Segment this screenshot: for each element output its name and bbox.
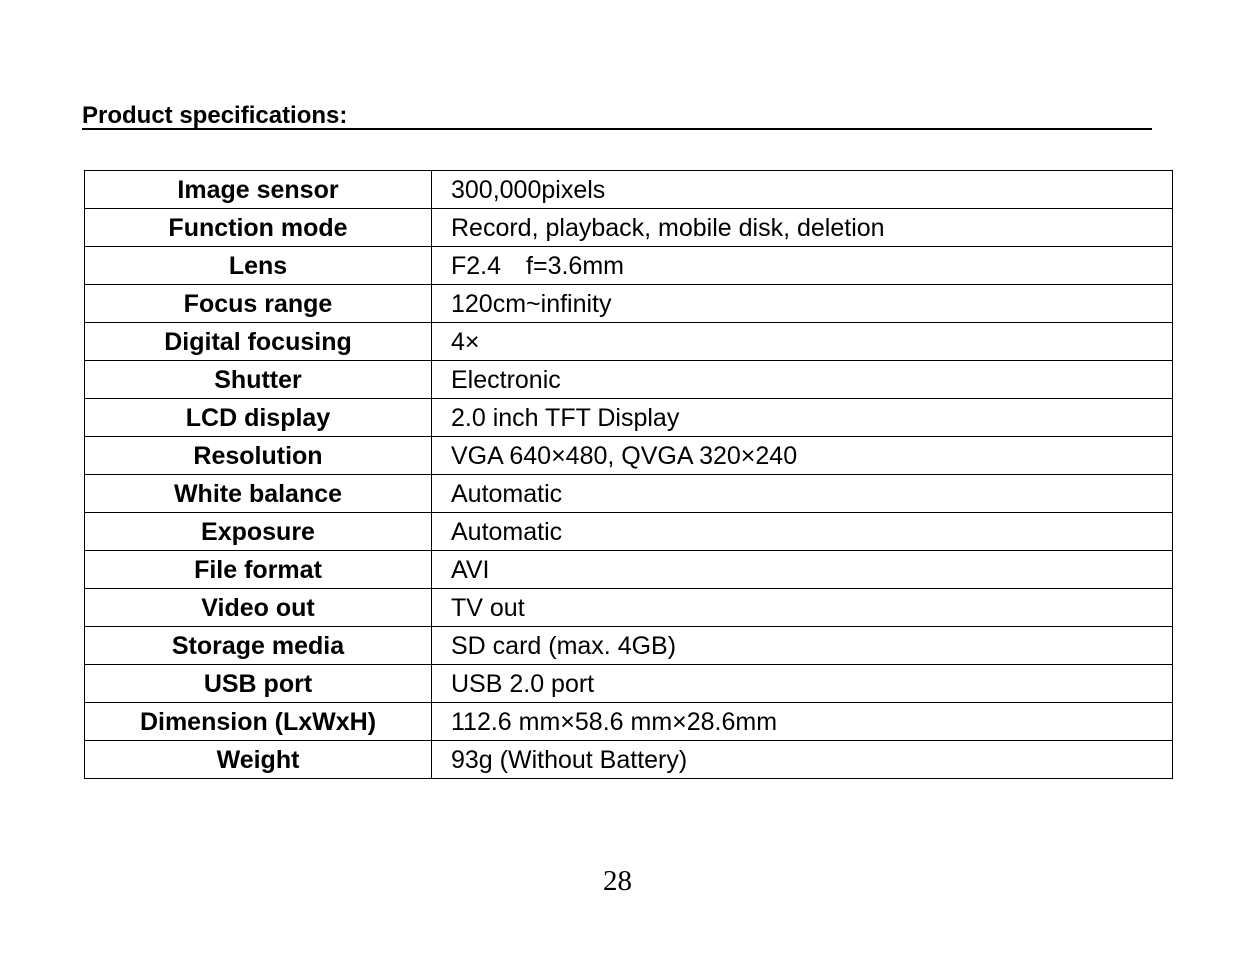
table-row bbox=[85, 285, 1173, 323]
table-row bbox=[85, 323, 1173, 361]
spec-value: AVI bbox=[432, 551, 1173, 589]
spec-label: USB port bbox=[85, 665, 432, 703]
table-row bbox=[85, 437, 1173, 475]
table-row bbox=[85, 703, 1173, 741]
table-row bbox=[85, 399, 1173, 437]
table-row bbox=[85, 513, 1173, 551]
spec-value: Automatic bbox=[432, 513, 1173, 551]
spec-value: TV out bbox=[432, 589, 1173, 627]
spec-value: SD card (max. 4GB) bbox=[432, 627, 1173, 665]
table-row bbox=[85, 247, 1173, 285]
table-row bbox=[85, 209, 1173, 247]
spec-label: Digital focusing bbox=[85, 323, 432, 361]
table-row bbox=[85, 551, 1173, 589]
table-row bbox=[85, 627, 1173, 665]
page-number: 28 bbox=[603, 865, 632, 897]
spec-value: 4× bbox=[432, 323, 1173, 361]
spec-value: Record, playback, mobile disk, deletion bbox=[432, 209, 1173, 247]
table-row bbox=[85, 361, 1173, 399]
spec-label: Weight bbox=[85, 741, 432, 779]
spec-value: 120cm~infinity bbox=[432, 285, 1173, 323]
spec-label: LCD display bbox=[85, 399, 432, 437]
spec-label: Video out bbox=[85, 589, 432, 627]
section-heading: Product specifications: bbox=[82, 102, 348, 129]
spec-label: Dimension (LxWxH) bbox=[85, 703, 432, 741]
table-row bbox=[85, 589, 1173, 627]
table-row bbox=[85, 475, 1173, 513]
spec-value: F2.4 f=3.6mm bbox=[432, 247, 1173, 285]
spec-label: Shutter bbox=[85, 361, 432, 399]
spec-label: Exposure bbox=[85, 513, 432, 551]
table-row bbox=[85, 665, 1173, 703]
spec-label: Resolution bbox=[85, 437, 432, 475]
spec-label: White balance bbox=[85, 475, 432, 513]
specifications-table bbox=[84, 170, 1173, 779]
spec-value: 93g (Without Battery) bbox=[432, 741, 1173, 779]
spec-value: Electronic bbox=[432, 361, 1173, 399]
spec-label: File format bbox=[85, 551, 432, 589]
heading-underline bbox=[82, 102, 1152, 130]
spec-value: 112.6 mm×58.6 mm×28.6mm bbox=[432, 703, 1173, 741]
spec-label: Image sensor bbox=[85, 171, 432, 209]
spec-label: Lens bbox=[85, 247, 432, 285]
spec-value: 300,000pixels bbox=[432, 171, 1173, 209]
spec-value: VGA 640×480, QVGA 320×240 bbox=[432, 437, 1173, 475]
table-row bbox=[85, 171, 1173, 209]
table-row bbox=[85, 741, 1173, 779]
spec-label: Function mode bbox=[85, 209, 432, 247]
spec-value: USB 2.0 port bbox=[432, 665, 1173, 703]
spec-label: Focus range bbox=[85, 285, 432, 323]
spec-value: 2.0 inch TFT Display bbox=[432, 399, 1173, 437]
spec-value: Automatic bbox=[432, 475, 1173, 513]
spec-label: Storage media bbox=[85, 627, 432, 665]
